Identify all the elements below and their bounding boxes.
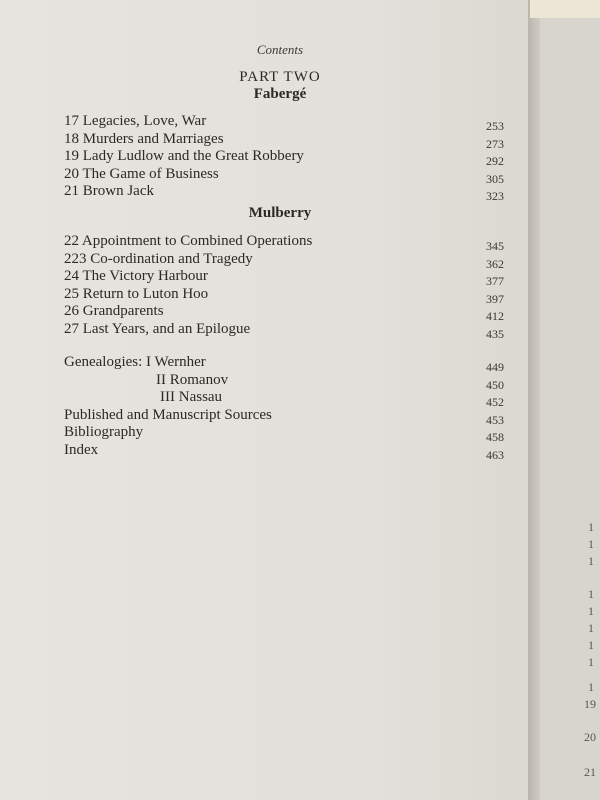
edge-digit: 1 [588, 554, 594, 568]
bibliography-title: Bibliography [64, 424, 144, 440]
chapter-title: 21 Brown Jack [64, 183, 154, 199]
page-gutter [528, 0, 540, 800]
edge-digit: 1 [588, 621, 594, 635]
edge-digit: 1 [588, 655, 594, 669]
sources-title: Published and Manuscript Sources [64, 406, 272, 423]
toc-entry-bibliography [64, 424, 504, 442]
faberge-chapter-list [64, 113, 504, 201]
chapter-title: 25 Return to Luton Hoo [64, 285, 209, 302]
toc-entry [64, 183, 504, 201]
page-number: 463 [486, 447, 504, 462]
edge-digit: 1 [588, 638, 594, 652]
toc-entry [64, 166, 504, 184]
part-title: PART TWO [239, 69, 321, 85]
section-heading-faberge: Fabergé [253, 86, 307, 102]
edge-digit: 1 [588, 520, 594, 534]
page-number: 345 [486, 239, 504, 253]
toc-entry [64, 286, 504, 304]
toc-entry-index [64, 442, 504, 460]
toc-entry [64, 251, 504, 269]
chapter-title: 18 Murders and Marriages [64, 130, 224, 147]
page-number: 412 [486, 309, 504, 323]
chapter-title: 24 The Victory Harbour [64, 268, 208, 284]
page-number: 452 [486, 395, 504, 409]
chapter-title: 20 The Game of Business [64, 165, 219, 182]
page-number: 397 [486, 291, 504, 306]
page-number: 435 [486, 326, 504, 341]
toc-entry [64, 148, 504, 166]
chapter-title: 223 Co-ordination and Tragedy [64, 250, 253, 267]
page-number: 292 [486, 154, 504, 168]
paper-strip [530, 0, 600, 18]
edge-digit: 1 [588, 537, 594, 551]
toc-entry [64, 113, 504, 131]
genealogy-romanov: II Romanov [156, 371, 229, 388]
edge-digit: 1 [588, 604, 594, 618]
chapter-title: 22 Appointment to Combined Operations [64, 233, 313, 249]
running-head: Contents [256, 42, 304, 57]
toc-entry [64, 131, 504, 149]
toc-entry [64, 233, 504, 251]
chapter-title: 26 Grandparents [64, 303, 164, 319]
page-number: 450 [486, 377, 504, 392]
toc-entry [64, 321, 504, 339]
chapter-title: 27 Last Years, and an Epilogue [64, 320, 251, 337]
page-number: 458 [486, 430, 504, 444]
page-number: 323 [486, 189, 504, 203]
genealogy-nassau: III Nassau [160, 389, 223, 405]
page-number: 253 [486, 119, 504, 133]
chapter-title: 17 Legacies, Love, War [64, 113, 207, 129]
back-matter-list [64, 354, 504, 462]
section-heading-mulberry: Mulberry [248, 205, 312, 221]
toc-entry [64, 303, 504, 321]
genealogies-title: Genealogies: I Wernher [64, 354, 206, 370]
toc-entry [64, 268, 504, 286]
mulberry-chapter-list [64, 233, 504, 341]
page-number: 449 [486, 360, 504, 374]
edge-digit: 19 [584, 697, 596, 711]
page-number: 453 [486, 412, 504, 427]
chapter-title: 19 Lady Ludlow and the Great Robbery [64, 148, 304, 164]
toc-entry-nassau [64, 389, 504, 407]
toc-entry-romanov [64, 372, 504, 390]
edge-digit: 1 [588, 680, 594, 694]
page-number: 305 [486, 171, 504, 186]
edge-digit: 21 [584, 765, 596, 779]
index-title: Index [64, 441, 99, 458]
toc-entry-sources [64, 407, 504, 425]
page-number: 377 [486, 274, 504, 288]
edge-digit: 20 [584, 730, 596, 744]
edge-digit: 1 [588, 587, 594, 601]
page-number: 362 [486, 256, 504, 271]
page-number: 273 [486, 136, 504, 151]
toc-entry-genealogies [64, 354, 504, 372]
